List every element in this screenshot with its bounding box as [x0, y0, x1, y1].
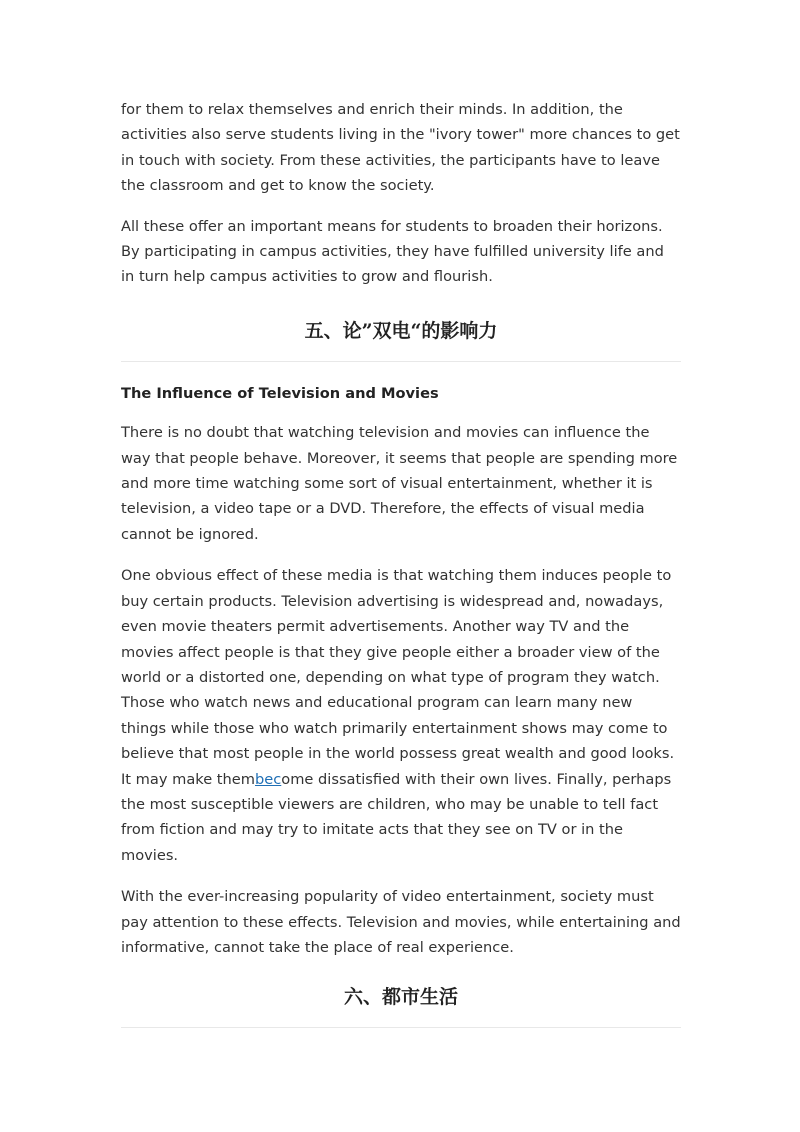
section-heading-5: 五、论”双电“的影响力: [304, 319, 498, 342]
section-divider: [121, 361, 681, 362]
paragraph-influence-conclusion: With the ever-increasing popularity of video entertainment, society must pay attention to these effects. Television and movies, while entertaining and informative, cannot take the place of real experience.: [121, 888, 681, 956]
article-body: [121, 97, 681, 1047]
essay-title: The Influence of Television and Movies: [121, 384, 439, 402]
section-divider: [121, 1027, 681, 1028]
paragraph-campus-summary: All these offer an important means for students to broaden their horizons. By participating in campus activities, they have fulfilled university life and in turn help campus activities to grow and flourish.: [121, 217, 664, 286]
paragraph-text-after-link: ome dissatisfied with their own lives. Finally, perhaps the most susceptible viewers are children, who may be unable to tell fact from fiction and may try to imitate acts that they see on TV or in the movies.: [121, 770, 672, 864]
inline-link[interactable]: bec: [254, 770, 282, 788]
paragraph-campus-activities-end: for them to relax themselves and enrich their minds. In addition, the activities also serve students living in the "ivory tower" more chances to get in touch with society. From these activities, the participants have to leave the classroom and get to know the society.: [121, 101, 680, 195]
section-heading-6: 六、都市生活: [343, 986, 458, 1009]
paragraph-influence-effects: [121, 563, 681, 868]
paragraph-influence-intro: There is no doubt that watching television and movies can influence the way that people behave. Moreover, it seems that people are spending more and more time watching some sort of visual entertainment, whether it is television, a video tape or a DVD. Therefore, the effects of visual media cannot be ignored.: [121, 424, 678, 543]
paragraph-text-before-link: One obvious effect of these media is that watching them induces people to buy certain products. Television advertising is widespread and, nowadays, even movie theaters permit advertisements. Another way TV and the movies affect people is that they give people either a broader view of the world or a distorted one, depending on what type of program they watch. Those who watch news and educational program can learn many new things while those who watch primarily entertainment shows may come to believe that most people in the world possess great wealth and good looks. It may make them: [121, 567, 675, 788]
